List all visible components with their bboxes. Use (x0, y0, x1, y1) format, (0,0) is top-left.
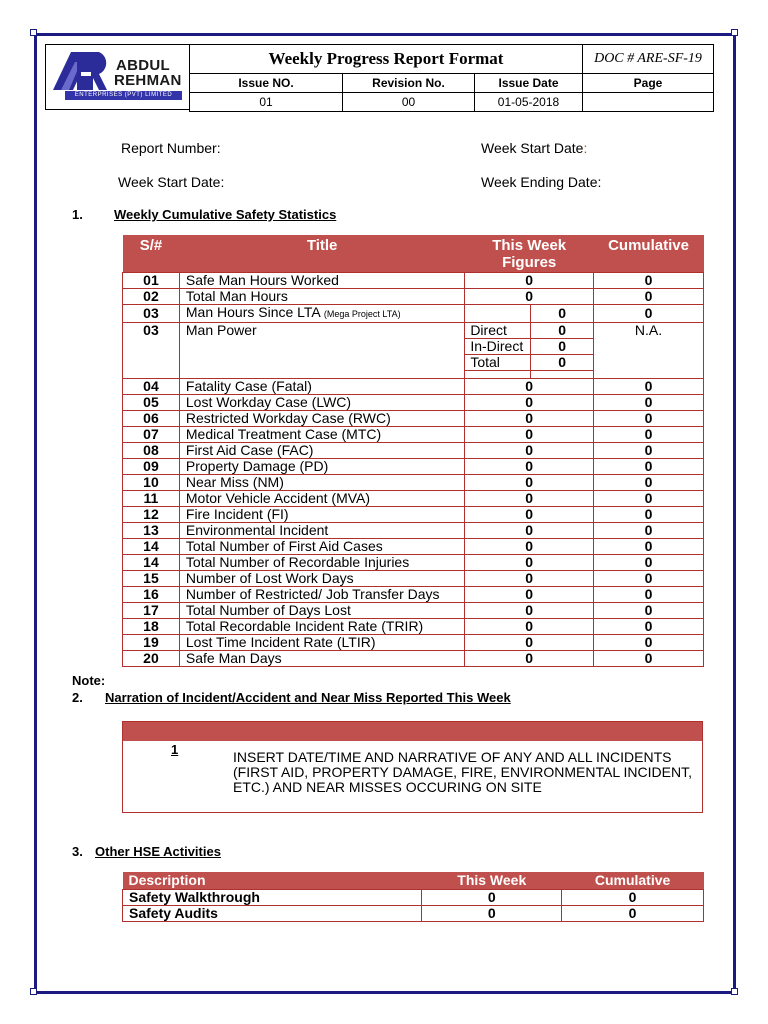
section-1-title: Weekly Cumulative Safety Statistics (114, 207, 337, 222)
row-number: 06 (123, 410, 180, 426)
manpower-sub-label: Total (465, 354, 531, 370)
row-this-week: 0 (465, 410, 594, 426)
row-this-week: 0 (465, 272, 594, 288)
company-name-line2: REHMAN (114, 72, 182, 89)
row-title: First Aid Case (FAC) (179, 442, 464, 458)
hse-activities-table (122, 872, 704, 922)
table-row (123, 378, 704, 394)
company-name-line1: ABDUL (116, 57, 170, 74)
row-this-week: 0 (465, 394, 594, 410)
row-title: Medical Treatment Case (MTC) (179, 426, 464, 442)
row-cumulative: 0 (594, 426, 704, 442)
table-row (123, 602, 704, 618)
section-2-title: Narration of Incident/Accident and Near Miss Reported This Week (105, 690, 511, 705)
manpower-sub-value: 0 (531, 354, 594, 370)
frame-corner (30, 29, 37, 36)
hse-description: Safety Audits (123, 905, 422, 921)
revision-no-label: Revision No. (343, 74, 475, 93)
section-3-title: Other HSE Activities (95, 844, 221, 859)
row-cumulative: 0 (594, 634, 704, 650)
row-number: 14 (123, 538, 180, 554)
row-number: 02 (123, 288, 180, 304)
section-2-number: 2. (72, 690, 83, 705)
row-this-week: 0 (465, 506, 594, 522)
manpower-sub-value: 0 (531, 338, 594, 354)
row-title: Number of Restricted/ Job Transfer Days (179, 586, 464, 602)
frame-corner (30, 988, 37, 995)
frame-corner (731, 988, 738, 995)
row-number: 03 (123, 322, 180, 378)
row-this-week: 0 (465, 522, 594, 538)
report-number-label: Report Number: (121, 140, 221, 156)
table-row (123, 322, 704, 338)
row-title-note: (Mega Project LTA) (323, 308, 401, 319)
row-title: Property Damage (PD) (179, 458, 464, 474)
hse-description: Safety Walkthrough (123, 889, 422, 905)
safety-statistics-table (122, 235, 704, 667)
table-row (123, 650, 704, 666)
document-title: Weekly Progress Report Format (190, 45, 583, 74)
hse-header-description: Description (123, 872, 422, 889)
row-title: Lost Workday Case (LWC) (179, 394, 464, 410)
issue-no-label: Issue NO. (190, 74, 343, 93)
hse-header-this-week: This Week (422, 872, 562, 889)
row-title: Lost Time Incident Rate (LTIR) (179, 634, 464, 650)
col-header-this-week: This Week Figures (465, 235, 594, 272)
table-row (123, 889, 704, 905)
row-cumulative: 0 (594, 458, 704, 474)
hse-cumulative: 0 (562, 889, 704, 905)
table-row (123, 394, 704, 410)
table-row (123, 634, 704, 650)
row-number: 13 (123, 522, 180, 538)
manpower-sub-label: Direct (465, 322, 531, 338)
row-this-week: 0 (465, 490, 594, 506)
table-row (123, 570, 704, 586)
table-row (123, 410, 704, 426)
revision-no-value: 00 (343, 93, 475, 112)
row-this-week: 0 (465, 288, 594, 304)
table-row (123, 506, 704, 522)
col-header-title: Title (179, 235, 464, 272)
row-title: Restricted Workday Case (RWC) (179, 410, 464, 426)
table-row (123, 474, 704, 490)
narration-text: INSERT DATE/TIME AND NARRATIVE OF ANY AND ALL INCIDENTS (FIRST AID, PROPERTY DAMAGE, FIRE, ENVIRONMENTAL INCIDENT, ETC.) AND NEAR MISSES OCCURING ON SITE (233, 749, 692, 795)
section-1-number: 1. (72, 207, 83, 222)
row-this-week: 0 (465, 602, 594, 618)
row-number: 08 (123, 442, 180, 458)
row-number: 05 (123, 394, 180, 410)
table-row (123, 490, 704, 506)
table-row (123, 272, 704, 288)
row-title: Near Miss (NM) (179, 474, 464, 490)
row-title: Environmental Incident (179, 522, 464, 538)
row-cumulative: 0 (594, 442, 704, 458)
col-header-cumulative: Cumulative (594, 235, 704, 272)
row-number: 01 (123, 272, 180, 288)
row-number: 07 (123, 426, 180, 442)
row-cumulative: 0 (594, 474, 704, 490)
row-number: 16 (123, 586, 180, 602)
row-number: 17 (123, 602, 180, 618)
row-title: Total Man Hours (179, 288, 464, 304)
col-header-sno: S/# (123, 235, 180, 272)
row-this-week: 0 (465, 554, 594, 570)
row-cumulative: 0 (594, 288, 704, 304)
issue-date-value: 01-05-2018 (475, 93, 583, 112)
table-row (123, 522, 704, 538)
row-this-week: 0 (465, 538, 594, 554)
note-label: Note: (72, 673, 106, 688)
page-label: Page (583, 74, 714, 93)
table-row (123, 618, 704, 634)
row-number: 03 (123, 304, 180, 322)
row-number: 18 (123, 618, 180, 634)
company-subtitle: ENTERPRISES (PVT) LIMITED (65, 91, 182, 100)
row-title: Total Number of Recordable Injuries (179, 554, 464, 570)
row-cumulative: 0 (594, 650, 704, 666)
row-title: Safe Man Hours Worked (179, 272, 464, 288)
hse-this-week: 0 (422, 889, 562, 905)
manpower-sub-label: In-Direct (465, 338, 531, 354)
row-cumulative: 0 (594, 304, 704, 322)
table-row (123, 458, 704, 474)
row-cumulative: 0 (594, 522, 704, 538)
issue-no-value: 01 (190, 93, 343, 112)
row-number: 20 (123, 650, 180, 666)
doc-number: DOC # ARE-SF-19 (583, 45, 714, 74)
row-number: 19 (123, 634, 180, 650)
row-this-week: 0 (531, 304, 594, 322)
narration-item-number: 1 (171, 742, 179, 757)
narration-header-bar (123, 722, 702, 741)
week-start-date-label-2: Week Start Date: (118, 174, 225, 190)
row-number: 11 (123, 490, 180, 506)
row-this-week: 0 (465, 618, 594, 634)
row-number: 12 (123, 506, 180, 522)
row-cumulative: 0 (594, 570, 704, 586)
row-cumulative: 0 (594, 586, 704, 602)
row-this-week: 0 (465, 426, 594, 442)
narration-box (122, 721, 703, 813)
row-this-week: 0 (465, 634, 594, 650)
row-cumulative: 0 (594, 394, 704, 410)
row-title: Total Number of First Aid Cases (179, 538, 464, 554)
row-title: Man Power (179, 322, 464, 378)
row-number: 04 (123, 378, 180, 394)
row-title: Fatality Case (Fatal) (179, 378, 464, 394)
table-row (123, 288, 704, 304)
hse-this-week: 0 (422, 905, 562, 921)
row-title: Total Number of Days Lost (179, 602, 464, 618)
row-cumulative: 0 (594, 618, 704, 634)
row-cumulative: 0 (594, 538, 704, 554)
row-cumulative: 0 (594, 554, 704, 570)
row-cumulative: 0 (594, 410, 704, 426)
row-number: 10 (123, 474, 180, 490)
section-3-number: 3. (72, 844, 83, 859)
row-title: Fire Incident (FI) (179, 506, 464, 522)
row-title: Man Hours Since LTA (Mega Project LTA) (179, 304, 464, 322)
row-cumulative: 0 (594, 506, 704, 522)
row-number: 14 (123, 554, 180, 570)
table-row (123, 304, 704, 322)
table-row (123, 426, 704, 442)
row-title: Motor Vehicle Accident (MVA) (179, 490, 464, 506)
table-row (123, 905, 704, 921)
hse-cumulative: 0 (562, 905, 704, 921)
issue-date-label: Issue Date (475, 74, 583, 93)
row-title: Safe Man Days (179, 650, 464, 666)
week-start-date-label: Week Start Date: (481, 140, 588, 156)
row-this-week: 0 (465, 442, 594, 458)
row-number: 09 (123, 458, 180, 474)
row-this-week: 0 (465, 570, 594, 586)
frame-corner (731, 29, 738, 36)
table-row (123, 442, 704, 458)
manpower-sub-value: 0 (531, 322, 594, 338)
page-value (583, 93, 714, 112)
week-ending-date-label: Week Ending Date: (481, 174, 602, 190)
row-this-week: 0 (465, 474, 594, 490)
row-title: Total Recordable Incident Rate (TRIR) (179, 618, 464, 634)
row-cumulative: 0 (594, 378, 704, 394)
row-cumulative: 0 (594, 602, 704, 618)
row-number: 15 (123, 570, 180, 586)
table-row (123, 538, 704, 554)
row-this-week: 0 (465, 378, 594, 394)
row-this-week: 0 (465, 586, 594, 602)
table-row (123, 586, 704, 602)
row-cumulative: 0 (594, 490, 704, 506)
row-title: Number of Lost Work Days (179, 570, 464, 586)
hse-header-cumulative: Cumulative (562, 872, 704, 889)
row-cumulative: 0 (594, 272, 704, 288)
row-this-week: 0 (465, 458, 594, 474)
table-row (123, 554, 704, 570)
row-this-week: 0 (465, 650, 594, 666)
row-cumulative: N.A. (594, 322, 704, 378)
document-header-table (189, 44, 714, 112)
